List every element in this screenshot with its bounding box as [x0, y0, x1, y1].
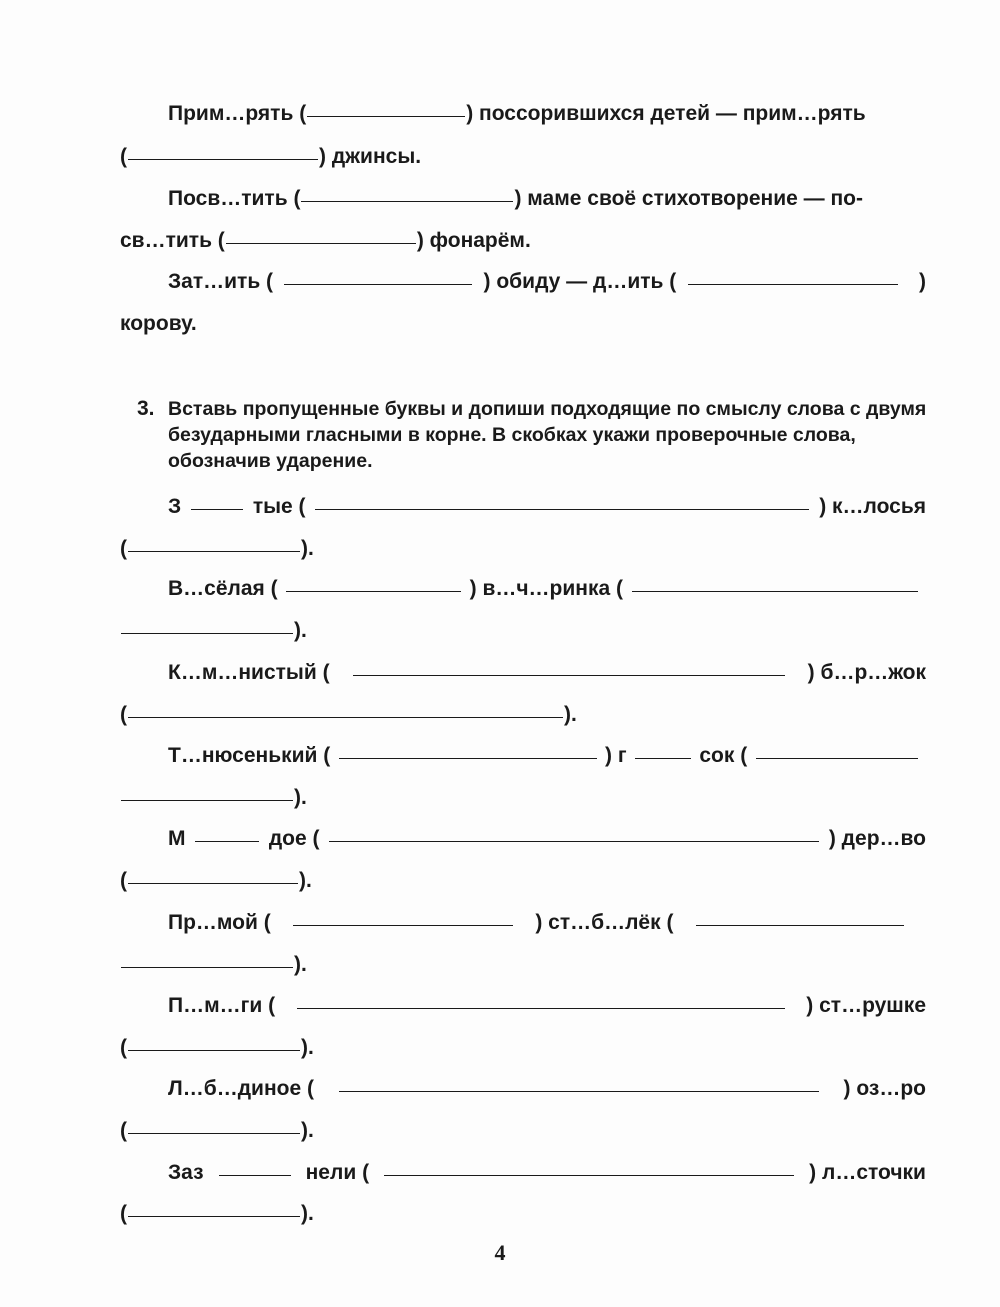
ex3-row-9b — [120, 1201, 930, 1227]
text: ) обиду — д…ить ( — [483, 270, 677, 293]
answer-blank[interactable] — [226, 242, 416, 244]
ex3-row-8b — [120, 1118, 930, 1144]
text: св…тить ( — [120, 229, 225, 252]
answer-blank[interactable] — [219, 1174, 291, 1176]
text: ) б…р…жок — [807, 661, 926, 684]
answer-blank[interactable] — [286, 590, 461, 592]
answer-blank[interactable] — [632, 590, 918, 592]
text: ) г — [605, 744, 627, 767]
answer-blank[interactable] — [128, 882, 298, 884]
ex3-row-7b — [120, 1035, 930, 1061]
text: ( — [120, 537, 127, 560]
ex3-row-1 — [168, 494, 926, 520]
answer-blank[interactable] — [121, 632, 293, 634]
text: Прим…рять ( — [168, 102, 307, 125]
text: ) маме своё стихотворение — по- — [514, 187, 863, 210]
text: ). — [564, 703, 577, 726]
answer-blank[interactable] — [696, 924, 904, 926]
answer-blank[interactable] — [284, 283, 472, 285]
page-number: 4 — [494, 1240, 506, 1265]
answer-blank[interactable] — [307, 115, 465, 117]
text: ). — [301, 537, 314, 560]
text: ( — [120, 703, 127, 726]
text: ) л…сточки — [809, 1161, 926, 1184]
text: ). — [294, 619, 307, 642]
text: В…сёлая ( — [168, 577, 278, 600]
answer-blank[interactable] — [128, 1215, 300, 1217]
ex3-row-9 — [168, 1160, 926, 1186]
ex3-row-2 — [168, 576, 926, 602]
text: ) фонарём. — [416, 229, 531, 252]
answer-blank[interactable] — [128, 158, 318, 160]
text: М — [168, 827, 186, 850]
ex2-line-5: Зат…ить ( ) обиду — д…ить ( ) — [168, 270, 926, 293]
answer-blank[interactable] — [329, 840, 819, 842]
answer-blank[interactable] — [301, 200, 513, 202]
text: ) ст…рушке — [806, 994, 926, 1017]
text: ) ст…б…лёк ( — [535, 911, 674, 934]
text: ) оз…ро — [843, 1077, 926, 1100]
answer-blank[interactable] — [128, 550, 300, 552]
text: ) в…ч…ринка ( — [469, 577, 623, 600]
text: Т…нюсенький ( — [168, 744, 331, 767]
text: сок ( — [699, 744, 748, 767]
text: П…м…ги ( — [168, 994, 276, 1017]
text: Зат…ить ( — [168, 270, 274, 293]
text: корову. — [120, 312, 197, 335]
text: Посв…тить ( — [168, 187, 301, 210]
text: ( — [120, 1119, 127, 1142]
ex3-row-2b — [120, 618, 930, 644]
answer-blank[interactable] — [128, 1049, 300, 1051]
answer-blank[interactable] — [688, 283, 898, 285]
answer-blank[interactable] — [339, 1090, 819, 1092]
text: нели ( — [305, 1161, 370, 1184]
ex3-row-3b — [120, 702, 930, 728]
text: ) дер…во — [828, 827, 926, 850]
text: ). — [294, 786, 307, 809]
ex2-line-4 — [120, 228, 930, 254]
ex3-row-4b — [120, 785, 930, 811]
ex2-line-1 — [168, 101, 926, 127]
text: ( — [120, 145, 127, 168]
ex3-row-7 — [168, 993, 926, 1019]
ex3-row-3 — [168, 660, 926, 686]
ex3-row-6 — [168, 910, 926, 936]
text: ( — [120, 1202, 127, 1225]
text: ). — [301, 1119, 314, 1142]
answer-blank[interactable] — [339, 757, 597, 759]
answer-blank[interactable] — [293, 924, 513, 926]
text: ) к…лосья — [819, 495, 926, 518]
ex3-row-6b — [120, 952, 930, 978]
answer-blank[interactable] — [195, 840, 259, 842]
answer-blank[interactable] — [128, 716, 563, 718]
task-number: 3. — [137, 397, 155, 420]
text: ) джинсы. — [319, 145, 422, 168]
text: Л…б…диное ( — [168, 1077, 314, 1100]
answer-blank[interactable] — [128, 1132, 300, 1134]
text: ). — [294, 953, 307, 976]
answer-blank[interactable] — [635, 757, 691, 759]
text: ). — [301, 1036, 314, 1059]
text: ( — [120, 1036, 127, 1059]
ex2-line-6 — [120, 311, 930, 337]
ex3-row-4 — [168, 743, 926, 769]
ex3-row-8 — [168, 1076, 926, 1102]
text: тые ( — [252, 495, 306, 518]
text: Заз — [168, 1161, 204, 1184]
answer-blank[interactable] — [121, 799, 293, 801]
answer-blank[interactable] — [756, 757, 918, 759]
answer-blank[interactable] — [384, 1174, 794, 1176]
ex3-row-5b — [120, 868, 930, 894]
text: ). — [299, 869, 312, 892]
text: Пр…мой ( — [168, 911, 271, 934]
ex2-line-3 — [168, 186, 926, 212]
answer-blank[interactable] — [297, 1007, 785, 1009]
text: ). — [301, 1202, 314, 1225]
ex3-row-5 — [168, 826, 926, 852]
text: К…м…нистый ( — [168, 661, 330, 684]
answer-blank[interactable] — [191, 508, 243, 510]
answer-blank[interactable] — [353, 674, 785, 676]
answer-blank[interactable] — [315, 508, 809, 510]
ex2-line-2 — [120, 144, 930, 170]
answer-blank[interactable] — [121, 966, 293, 968]
task-instruction: Вставь пропущенные буквы и допиши подходящие по смыслу слова с двумя безударными гласными в корне. В скобках укажи проверочные слова, обозначив ударение. — [168, 398, 927, 472]
text: дое ( — [268, 827, 320, 850]
text: ( — [120, 869, 127, 892]
text: ) поссорившихся детей — прим…рять — [466, 102, 866, 125]
ex3-row-1b — [120, 536, 930, 562]
text: З — [168, 495, 182, 518]
